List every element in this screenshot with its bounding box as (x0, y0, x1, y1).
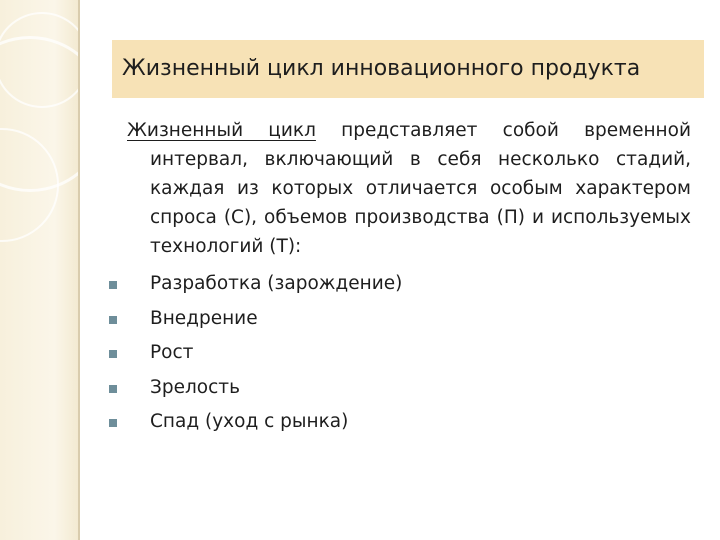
square-bullet-icon (109, 281, 117, 289)
decorative-left-panel (0, 0, 80, 540)
slide-title: Жизненный цикл инновационного продукта (122, 56, 641, 81)
list-item-label: Внедрение (150, 307, 258, 329)
square-bullet-icon (109, 350, 117, 358)
list-item (127, 336, 691, 371)
intro-term: Жизненный цикл (127, 120, 316, 141)
stages-list (127, 267, 691, 440)
list-item-label: Рост (150, 342, 194, 363)
slide-body (127, 116, 691, 440)
square-bullet-icon (109, 419, 117, 427)
intro-text: представляет собой временной интервал, включающий в себя несколько стадий, каждая из которых отличается особым характером спроса (С), объемов производства (П) и используемых технологий (Т): (150, 120, 691, 257)
square-bullet-icon (109, 316, 117, 324)
list-item-label: Спад (уход с рынка) (150, 411, 349, 432)
square-bullet-icon (109, 385, 117, 393)
intro-paragraph (127, 116, 691, 261)
list-item (127, 371, 691, 406)
list-item-label: Зрелость (150, 376, 240, 398)
list-item (127, 302, 691, 337)
decorative-circle (0, 12, 80, 108)
list-item (127, 405, 691, 440)
list-item-label: Разработка (зарождение) (150, 273, 403, 294)
list-item (127, 267, 691, 302)
